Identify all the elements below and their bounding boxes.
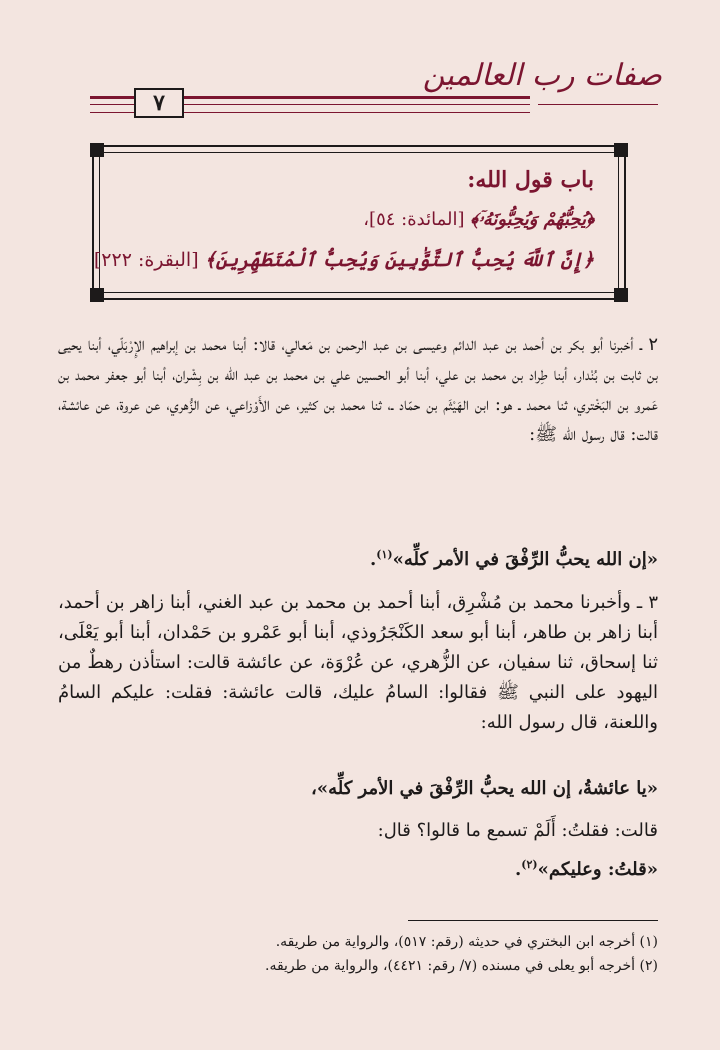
quote-text: «قلتُ: وعليكم» (537, 859, 658, 880)
footnote-separator (408, 920, 658, 921)
footnote-1: (١) أخرجه ابن البختري في حديثه (رقم: ٥١٧)، والرواية من طريقه. (275, 934, 658, 950)
hadith-quote-1: «إن الله يحبُّ الرِّفْقَ في الأمر كلِّه»$^{(١)}$. (369, 548, 658, 570)
corner-ornament (614, 288, 628, 302)
hadith-paragraph-2: ٢ ـ أخبرنا أبو بكر بن أحمد بن عبد الدائم وعيسى بن عبد الرحمن بن مَعالي، قالا: أبنا محمد بن إبراهيم الإِرْبَلّي، أبنا يحيى بن ثابت بن بُنْدار، أبنا طِراد بن محمد بن علي، أبنا أبو الحسين علي بن محمد بن عبد الله بن بِشْران، أبنا أبو جعفر محمد بن عَمرو بن البَخْتري، ثنا محمد ـ هو: ابن الهَيْثَم بن حمّاد ـ، ثنا محمد بن كثير، عن الأَوْزاعي، عن الزُّهري، عن عروة، عن عائشة، قالت: قال رسول الله ﷺ: (58, 334, 659, 445)
corner-ornament (614, 143, 628, 157)
chapter-verse-1 (363, 209, 594, 230)
hadith-paragraph-3: ٣ ـ وأخبرنا محمد بن مُشْرِق، أبنا أحمد بن محمد بن عبد الغني، أبنا زاهر بن أحمد، أبنا زاهر بن طاهر، أبنا أبو سعد الكَنْجَرُوذي، أبنا أبو عَمْرو بن حَمْدان، أبنا أبو يَعْلَى، ثنا إسحاق، ثنا سفيان، عن الزُّهري، عن عُرْوَة، عن عائشة قالت: استأذن رهطٌ من اليهود على النبي ﷺ فقالوا: السامُ عليك، قالت عائشة: فقلت: عليكم السامُ واللعنة، قال رسول الله: (58, 592, 658, 733)
corner-ornament (90, 143, 104, 157)
hadith-quote-2: «يا عائشةُ، إن الله يحبُّ الرِّفْقَ في الأمر كلِّه»، (311, 778, 658, 799)
verse-reference: [المائدة: ٥٤]، (363, 209, 465, 230)
verse-text: ﴿إِنَّ ٱللَّهَ يُحِبُّ ٱلتَّوَّٰبِينَ وَيُحِبُّ ٱلْمُتَطَهِّرِينَ﴾ (204, 249, 594, 271)
verse-text: ﴿يُحِبُّهُمْ وَيُحِبُّونَهُۥٓ﴾ (470, 209, 594, 230)
book-title: صفات رب العالمين (422, 58, 662, 93)
footnote-2: (٢) أخرجه أبو يعلى في مسنده (٧/ رقم: ٤٤٢١)، والرواية من طريقه. (265, 958, 658, 974)
corner-ornament (90, 288, 104, 302)
chapter-title: باب قول الله: (467, 167, 594, 193)
verse-reference: [البقرة: ٢٢٢] (93, 249, 199, 271)
chapter-verse-2 (94, 249, 594, 271)
hadith-quote-3: «قلتُ: وعليكم»$^{(٢)}$. (514, 858, 658, 880)
chapter-heading-box (92, 145, 626, 300)
footnote-marker[interactable]: (١) (376, 548, 393, 561)
page-number: ٧ (134, 88, 184, 118)
quote-text: «إن الله يحبُّ الرِّفْقَ في الأمر كلِّه» (392, 549, 658, 570)
footnote-marker[interactable]: (٢) (521, 858, 538, 871)
header-rule (538, 104, 658, 105)
dialogue-line: قالت: فقلتُ: أَلَمْ تسمع ما قالوا؟ قال: (377, 820, 658, 841)
